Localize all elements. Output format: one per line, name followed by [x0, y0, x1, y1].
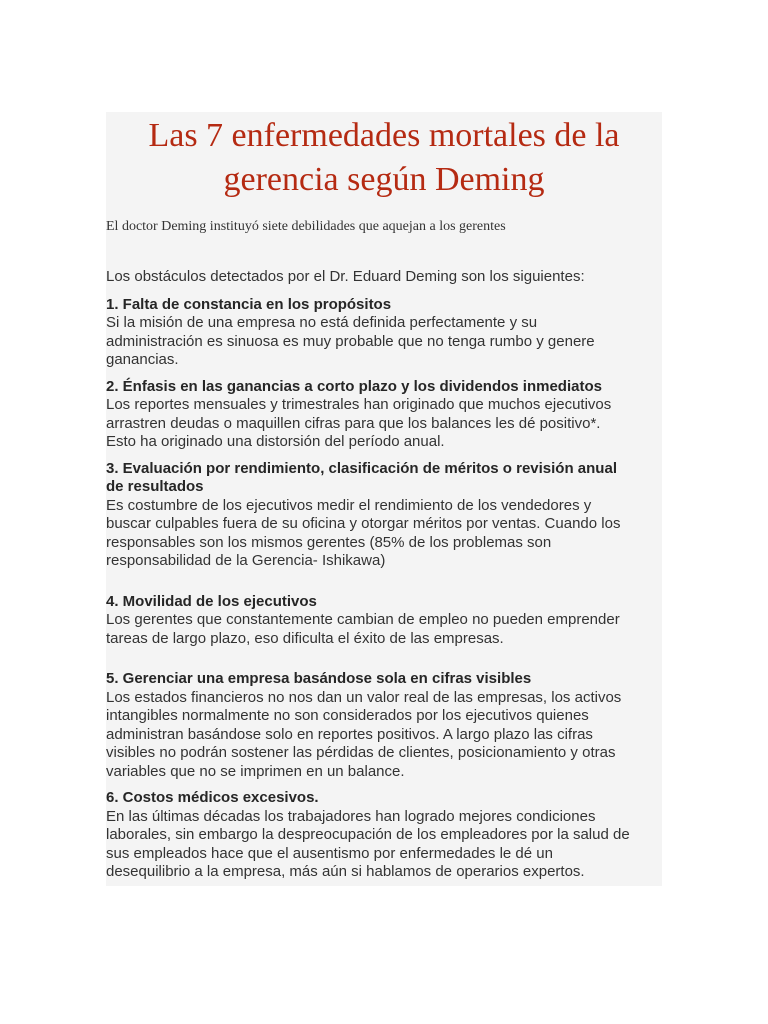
item-body-line: responsabilidad de la Gerencia- Ishikawa) — [106, 552, 386, 569]
item-heading — [106, 460, 662, 497]
article-panel — [106, 112, 662, 886]
item-body — [106, 314, 662, 370]
item-heading-line: 3. Evaluación por rendimiento, clasificación de méritos o revisión anual — [106, 459, 617, 477]
title-line: Las 7 enfermedades mortales de la — [148, 117, 620, 154]
item-body-line: Si la misión de una empresa no está definida perfectamente y su — [106, 314, 538, 331]
list-item — [106, 378, 662, 452]
item-heading-line: de resultados — [106, 478, 204, 495]
item-body-line: laborales, sin embargo la despreocupación de los empleadores por la salud de — [106, 826, 630, 843]
item-body-line: visibles no podrán sostener las pérdidas de clientes, posicionamiento y otras — [106, 744, 616, 761]
item-heading-line: 2. Énfasis en las ganancias a corto plazo y los dividendos inmediatos — [106, 377, 602, 395]
list-item — [106, 593, 662, 649]
item-body-line: Los gerentes que constantemente cambian de empleo no pueden emprender — [106, 611, 620, 628]
item-body — [106, 396, 662, 452]
item-body-line: Los estados financieros no nos dan un valor real de las empresas, los activos — [106, 688, 622, 706]
item-body-line: Esto ha originado una distorsión del período anual. — [106, 433, 445, 450]
item-heading — [106, 378, 662, 397]
article-title — [106, 112, 662, 202]
item-body-line: sus empleados hace que el ausentismo por enfermedades le dé un — [106, 844, 553, 862]
item-body-line: intangibles normalmente no son considerados por los ejecutivos quienes — [106, 707, 589, 724]
item-heading-line: 4. Movilidad de los ejecutivos — [106, 592, 317, 610]
item-body — [106, 611, 662, 648]
item-body-line: administran basándose solo en reportes positivos. A largo plazo las cifras — [106, 725, 593, 743]
item-heading — [106, 296, 662, 315]
item-body-line: desequilibrio a la empresa, más aún si hablamos de operarios expertos. — [106, 863, 585, 880]
list-item — [106, 296, 662, 370]
item-body-line: buscar culpables fuera de su oficina y otorgar méritos por ventas. Cuando los — [106, 515, 621, 532]
item-body-line: ganancias. — [106, 351, 179, 368]
intro-paragraph: Los obstáculos detectados por el Dr. Eduard Deming son los siguientes: — [106, 268, 585, 285]
item-body-line: administración es sinuosa es muy probable que no tenga rumbo y genere — [106, 332, 595, 350]
item-body-line: tareas de largo plazo, eso dificulta el éxito de las empresas. — [106, 629, 504, 647]
items-list — [106, 296, 662, 882]
item-body — [106, 808, 662, 882]
list-item — [106, 789, 662, 882]
item-body-line: Los reportes mensuales y trimestrales han originado que muchos ejecutivos — [106, 396, 612, 413]
list-item — [106, 460, 662, 571]
item-body-line: responsables son los mismos gerentes (85% de los problemas son — [106, 533, 552, 551]
item-heading-line: 1. Falta de constancia en los propósitos — [106, 295, 392, 313]
item-heading-line: 5. Gerenciar una empresa basándose sola en cifras visibles — [106, 670, 532, 687]
item-body — [106, 497, 662, 571]
item-heading — [106, 789, 662, 808]
item-heading — [106, 593, 662, 612]
item-heading — [106, 670, 662, 689]
item-heading-line: 6. Costos médicos excesivos. — [106, 789, 319, 806]
item-body-line: variables que no se imprimen en un balance. — [106, 762, 405, 780]
item-body — [106, 689, 662, 782]
article-subtitle: El doctor Deming instituyó siete debilidades que aquejan a los gerentes — [106, 219, 506, 234]
item-body-line: Es costumbre de los ejecutivos medir el rendimiento de los vendedores y — [106, 496, 592, 514]
title-line: gerencia según Deming — [223, 161, 545, 198]
list-item — [106, 670, 662, 781]
item-body-line: En las últimas décadas los trabajadores han logrado mejores condiciones — [106, 807, 596, 825]
item-body-line: arrastren deudas o maquillen cifras para que los balances les dé positivo*. — [106, 414, 601, 432]
